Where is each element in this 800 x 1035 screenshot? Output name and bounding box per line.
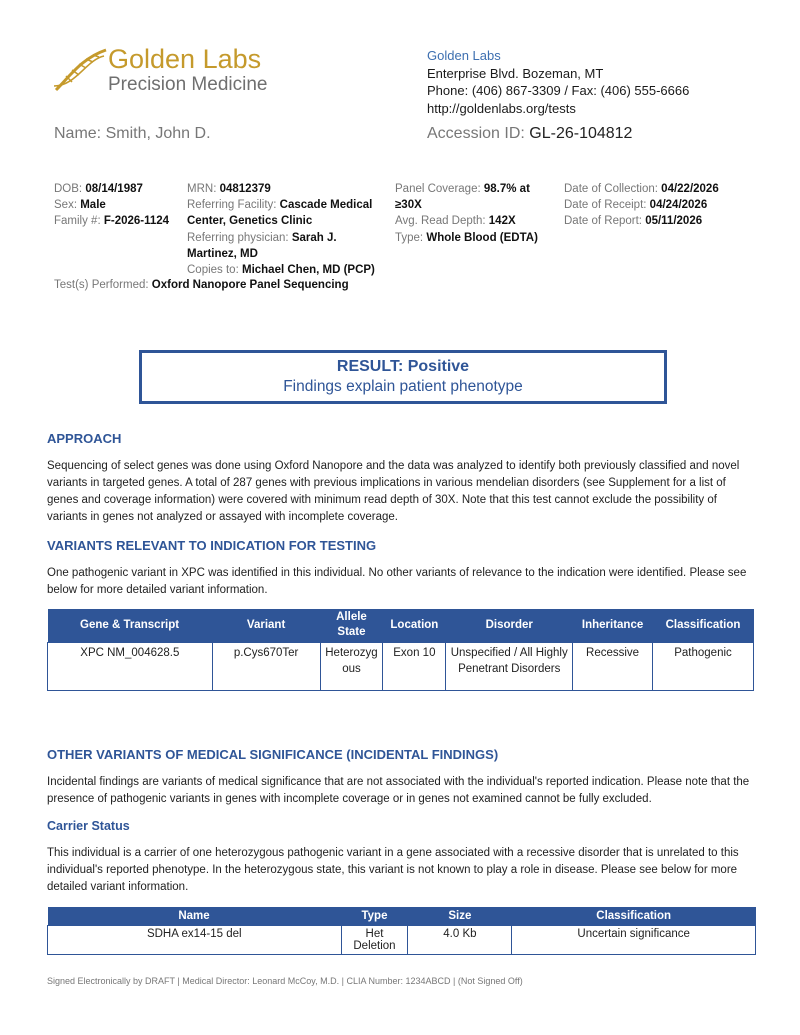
lab-phone: Phone: (406) 867-3309 / Fax: (406) 555-6666 [427,83,690,98]
accession-id [427,125,632,143]
mrn-value: 04812379 [219,183,271,195]
dob-value: 08/14/1987 [85,183,143,195]
approach-heading: APPROACH [47,431,122,446]
result-title: RESULT: Positive [336,358,470,375]
tests-label: Test(s) Performed: [54,279,149,291]
facility-value-1: Cascade Medical [279,199,373,212]
family-value: F-2026-1124 [103,215,170,228]
lab-url[interactable]: http://goldenlabs.org/tests [427,100,576,116]
variants-table [47,609,754,691]
lab-address: Enterprise Blvd. Bozeman, MT [427,65,604,81]
variants-col-header: Inheritance [573,609,653,642]
sex-label: Sex: [54,199,78,212]
coverage-label: Panel Coverage: [395,183,481,195]
meta-column-dates [564,181,764,230]
accession-label: Accession ID: [427,125,525,142]
approach-text: Sequencing of select genes was done using Oxford Nanopore and the data was analyzed to identify both previously classified and novel variants in targeted genes. A total of 287 genes with previous implications in various mendelian disorders (see Supplement for a list of genes and coverage information) were covered with minimum read depth of 30X. Note that this test cannot exclude the possibility of variants in genes not analyzed or assayed with incomplete coverage. [47,460,740,523]
carrier-heading: Carrier Status [47,819,130,833]
logo-subtitle: Precision Medicine [108,74,268,95]
table-cell: XPC NM_004628.5 [48,642,213,690]
facility-label: Referring Facility: [187,199,277,212]
depth-label: Avg. Read Depth: [395,215,486,228]
variants-col-header: Location [383,609,446,642]
carrier-text: This individual is a carrier of one heterozygous pathogenic variant in a gene associated with a recessive disorder that is unrelated to this individual's reported phenotype. In the heterozygous state, this variant is not known to play a role in disease. Please see below for more detailed variant information. [47,847,739,893]
footer-signature: Signed Electronically by DRAFT | Medical Director: Leonard McCoy, M.D. | CLIA Number: 1234ABCD | (Not Signed Off) [47,976,523,986]
variants-col-header: Allele State [320,609,383,642]
collection-label: Date of Collection: [564,183,658,195]
variants-col-header: Disorder [446,609,573,642]
result-box [139,350,667,404]
variants-col-header: Classification [653,609,754,642]
table-cell: Uncertain significance [512,925,756,954]
patient-name-label: Name: [54,125,102,142]
incidental-text: Incidental findings are variants of medical significance that are not associated with the individual's reported indication. Please note that the presence of pathogenic variants in genes with incomplete coverage or in genes not examined cannot be fully excluded. [47,776,750,805]
table-cell: Recessive [573,642,653,690]
lab-name: Golden Labs [427,48,501,63]
coverage-value-2: ≥30X [395,199,422,212]
table-cell: Unspecified / All Highly Penetrant Disorders [446,642,573,690]
tests-value: Oxford Nanopore Panel Sequencing [151,279,349,291]
patient-name [54,125,211,143]
table-cell: Het Deletion [341,925,408,954]
carrier-table [47,907,756,955]
physician-value-2: Martinez, MD [187,247,258,260]
physician-label: Referring physician: [187,231,289,244]
report-label: Date of Report: [564,215,642,228]
table-row [48,642,754,690]
physician-value-1: Sarah J. [291,231,337,244]
variants-col-header: Variant [212,609,320,642]
patient-name-value: Smith, John D. [105,125,211,142]
table-cell: p.Cys670Ter [212,642,320,690]
accession-value: GL-26-104812 [529,125,633,142]
meta-column-demographics [54,181,184,230]
copies-value: Michael Chen, MD (PCP) [241,264,375,277]
variants-col-header: Gene & Transcript [48,609,213,642]
copies-label: Copies to: [187,264,239,277]
receipt-label: Date of Receipt: [564,199,647,212]
report-value: 05/11/2026 [645,215,703,228]
table-cell: Pathogenic [653,642,754,690]
type-value: Whole Blood (EDTA) [426,231,538,244]
sex-value: Male [80,199,106,212]
carrier-col-header: Type [341,907,408,925]
variants-text: One pathogenic variant in XPC was identified in this individual. No other variants of relevance to the indication were identified. Please see below for more detailed variant information. [47,567,747,596]
logo-title: Golden Labs [108,44,262,74]
dob-label: DOB: [54,183,83,195]
mrn-label: MRN: [187,183,217,195]
table-cell: Heterozygous [320,642,383,690]
family-label: Family #: [54,215,101,228]
table-cell: SDHA ex14-15 del [48,925,342,954]
tests-performed [54,277,349,293]
facility-value-2: Center, Genetics Clinic [187,215,313,228]
meta-column-sample [395,181,560,246]
incidental-heading: OTHER VARIANTS OF MEDICAL SIGNIFICANCE (INCIDENTAL FINDINGS) [47,747,499,762]
table-row [48,925,756,954]
carrier-col-header: Classification [512,907,756,925]
type-label: Type: [395,231,424,244]
receipt-value: 04/24/2026 [649,199,708,212]
carrier-col-header: Size [408,907,512,925]
lab-contact-block [427,47,689,117]
variants-heading: VARIANTS RELEVANT TO INDICATION FOR TESTING [47,538,377,553]
table-cell: 4.0 Kb [408,925,512,954]
coverage-value-1: 98.7% at [483,183,530,195]
depth-value: 142X [488,215,516,228]
result-subtitle: Findings explain patient phenotype [283,378,523,395]
table-cell: Exon 10 [383,642,446,690]
carrier-col-header: Name [48,907,342,925]
collection-value: 04/22/2026 [661,183,719,195]
meta-column-referral [187,181,392,278]
helix-logo-icon [52,46,108,92]
